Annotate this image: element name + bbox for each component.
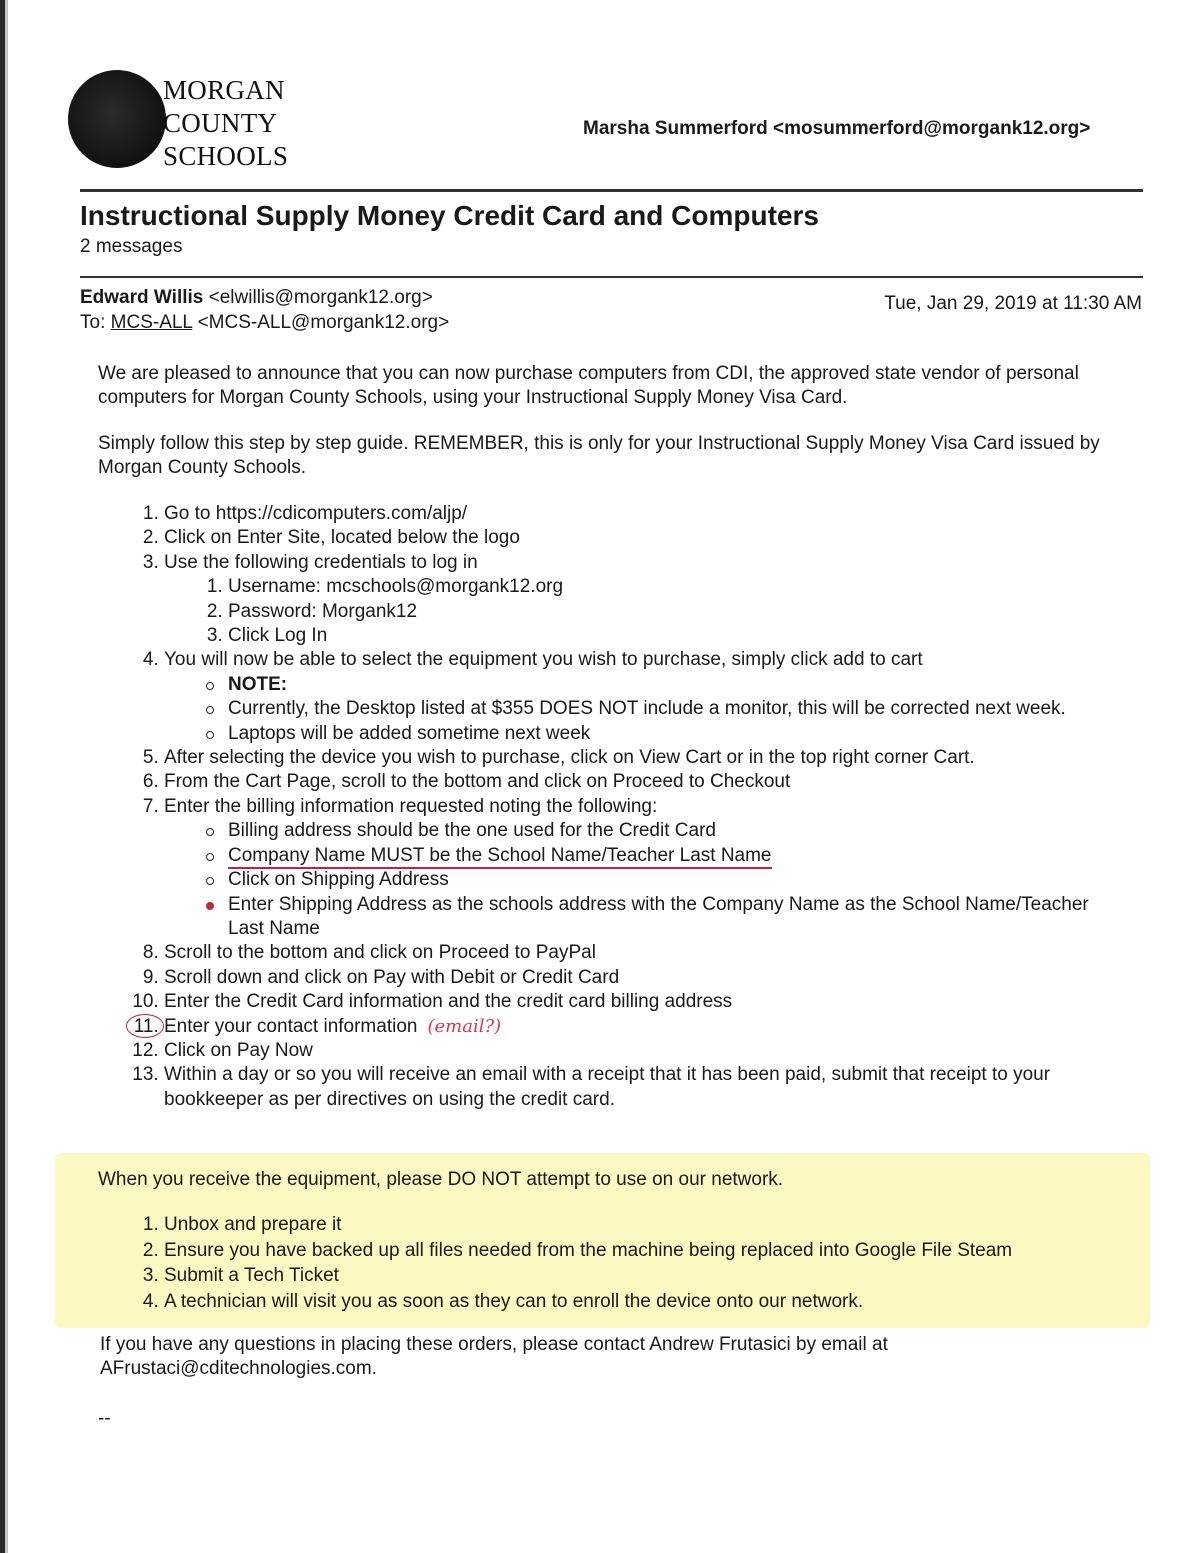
account-owner: Marsha Summerford <mosummerford@morgank12.org>: [583, 118, 1091, 139]
list-item: [164, 526, 1128, 550]
handwritten-annotation: (email?): [427, 1015, 502, 1037]
step-text: After selecting the device you wish to purchase, click on View Cart or in the top right corner Cart.: [164, 747, 975, 769]
school-logo-text: [163, 74, 288, 173]
list-item: [164, 502, 1128, 526]
intro-paragraph: We are pleased to announce that you can now purchase computers from CDI, the approved state vendor of personal computers for Morgan County Schools, using your Instructional Supply Money Visa Card.: [98, 363, 1079, 408]
step-text: Within a day or so you will receive an email with a receipt that it has been paid, submit that receipt to your bookkeeper as per directives on using the credit card.: [164, 1064, 1051, 1110]
list-item: [228, 844, 1128, 868]
header-divider: [80, 189, 1143, 192]
message-body: [98, 362, 1128, 1112]
list-item: [164, 746, 1128, 770]
step-text: You will now be able to select the equipment you wish to purchase, simply click add to cart: [164, 649, 923, 671]
list-item: 1. Username: mcschools@morgank12.org: [228, 575, 1128, 599]
list-item: [164, 990, 1128, 1014]
list-item: 3. Click Log In: [228, 624, 1128, 648]
recipient-name: MCS-ALL: [110, 312, 193, 333]
step-text: Use the following credentials to log in: [164, 551, 478, 573]
list-item: [164, 1063, 1128, 1112]
list-item: [164, 770, 1128, 794]
receive-steps-list: [98, 1212, 1128, 1314]
subject-divider: [80, 276, 1143, 278]
list-item: Currently, the Desktop listed at $355 DOES NOT include a monitor, this will be corrected next week.: [228, 697, 1128, 721]
school-seal-logo: [68, 70, 166, 168]
step-text: Click on Pay Now: [164, 1039, 313, 1061]
step-text: Scroll down and click on Pay with Debit or Credit Card: [164, 966, 620, 988]
sender-name: Edward Willis: [80, 287, 204, 308]
message-date: Tue, Jan 29, 2019 at 11:30 AM: [884, 293, 1142, 314]
recipient-email: <MCS-ALL@morgank12.org>: [197, 312, 450, 333]
step-text: From the Cart Page, scroll to the bottom and click on Proceed to Checkout: [164, 771, 791, 793]
message-from: [80, 287, 433, 309]
guide-intro-paragraph: Simply follow this step by step guide. REMEMBER, this is only for your Instructional Supply Money Visa Card issued by Morgan County Schools.: [98, 433, 1100, 478]
list-item: [164, 648, 1128, 746]
list-item: Laptops will be added sometime next week: [228, 722, 1128, 746]
list-item: Enter Shipping Address as the schools address with the Company Name as the School Name/Teacher Last Name: [228, 893, 1128, 942]
list-item: 2. Password: Morgank12: [228, 600, 1128, 624]
receive-equipment-section: [98, 1168, 1128, 1314]
step-text: Go to https://cdicomputers.com/aljp/: [164, 503, 468, 524]
step-text: Enter the Credit Card information and the credit card billing address: [164, 991, 733, 1013]
to-label: To:: [80, 312, 106, 333]
logo-line: SCHOOLS: [163, 141, 289, 171]
signature-separator: --: [98, 1408, 111, 1429]
step-text: Enter the billing information requested noting the following:: [164, 795, 658, 817]
purchase-steps-list: [98, 502, 1128, 1112]
list-item: 1. Unbox and prepare it: [164, 1212, 1128, 1238]
note-label: NOTE:: [228, 673, 288, 695]
list-item: [164, 795, 1128, 941]
list-item: [164, 551, 1128, 649]
red-circle-annotation: [126, 1014, 164, 1038]
step-text: Click on Enter Site, located below the logo: [164, 527, 520, 549]
scan-edge-shadow: [5, 0, 8, 1553]
step-text: Enter your contact information: [164, 1015, 418, 1037]
message-count: 2 messages: [80, 236, 183, 257]
list-item: 2. Ensure you have backed up all files needed from the machine being replaced into Google File Steam: [164, 1238, 1128, 1264]
list-item: [164, 941, 1128, 965]
logo-line: COUNTY: [163, 108, 278, 138]
thread-subject: Instructional Supply Money Credit Card and Computers: [80, 200, 819, 231]
logo-line: MORGAN: [163, 75, 285, 105]
sender-email: <elwillis@morgank12.org>: [208, 287, 433, 308]
step7-notes: [164, 819, 1128, 941]
credentials-list: [164, 575, 1128, 648]
list-item: [164, 1039, 1128, 1063]
list-item: [228, 673, 1128, 697]
list-item: Billing address should be the one used for the Credit Card: [228, 819, 1128, 843]
red-underlined-note: Company Name MUST be the School Name/Teacher Last Name: [228, 845, 772, 869]
step4-notes: [164, 673, 1128, 746]
list-item: 3. Submit a Tech Ticket: [164, 1263, 1128, 1289]
list-item: [164, 966, 1128, 990]
receive-intro: When you receive the equipment, please DO NOT attempt to use on our network.: [98, 1169, 784, 1190]
closing-paragraph: If you have any questions in placing these orders, please contact Andrew Frutasici by email at AFrustaci@cditechnologies.com.: [100, 1334, 888, 1379]
list-item: Click on Shipping Address: [228, 868, 1128, 892]
step-text: Scroll to the bottom and click on Proceed to PayPal: [164, 942, 596, 964]
message-to: [80, 312, 449, 334]
list-item: [164, 1015, 1128, 1039]
list-item: 4. A technician will visit you as soon as they can to enroll the device onto our network.: [164, 1289, 1128, 1315]
